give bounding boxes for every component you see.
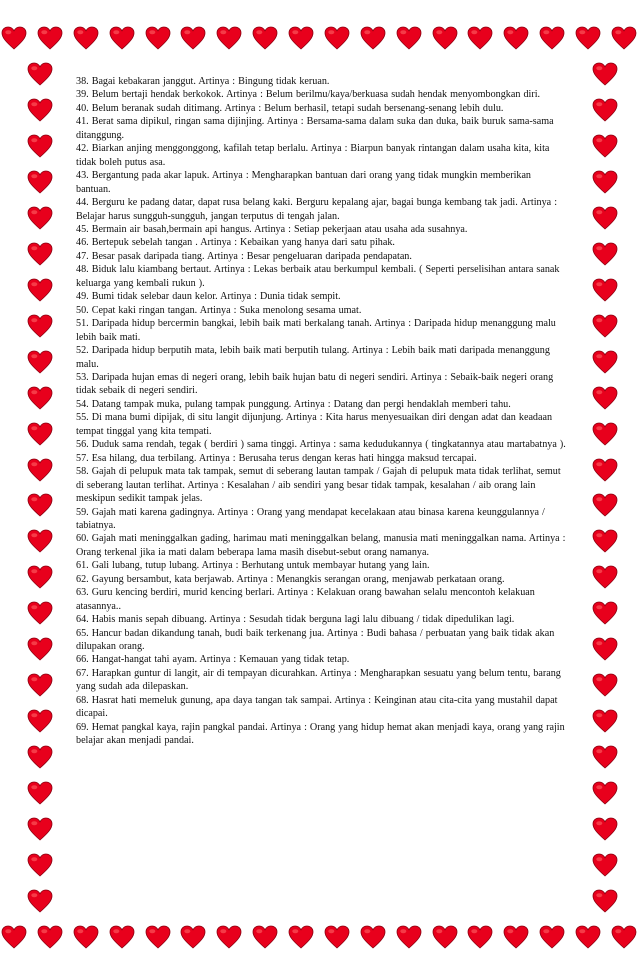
heart-icon [37,26,63,50]
heart-icon [324,26,350,50]
heart-icon [252,925,278,949]
heart-icon [27,170,53,194]
heart-icon [539,26,565,50]
heart-icon [180,925,206,949]
heart-icon [216,925,242,949]
proverb-entry: 66. Hangat-hangat tahi ayam. Artinya : Kemauan yang tidak tetap. [76,654,350,666]
proverb-entry: 48. Biduk lalu kiambang bertaut. Artinya : Lekas berbaik atau berkumpul kembali. ( Seperti perselisihan antara sanak keluarga yang kembali rukun ). [76,264,560,289]
heart-icon [592,170,618,194]
proverb-entry: 67. Harapkan guntur di langit, air di tempayan dicurahkan. Artinya : Mengharapkan sesuatu yang belum tentu, barang yang sudah ada dilepaskan. [76,667,561,693]
proverb-entry: 45. Bermain air basah,bermain api hangus. Artinya : Setiap pekerjaan atau usaha ada susahnya. [76,223,468,235]
heart-icon [592,817,618,841]
heart-icon [288,925,314,949]
heart-icon [396,26,422,50]
heart-icon [27,493,53,517]
heart-icon [592,853,618,877]
heart-icon [109,925,135,949]
heart-icon [288,26,314,50]
heart-icon [27,529,53,553]
heart-icon [27,134,53,158]
proverb-entry: 65. Hancur badan dikandung tanah, budi baik terkenang jua. Artinya : Budi bahasa / perbuatan yang baik tidak akan dilupakan orang. [76,627,555,653]
heart-icon [432,26,458,50]
proverb-entry: 63. Guru kencing berdiri, murid kencing berlari. Artinya : Kelakuan orang bawahan selalu mencontoh kelakuan atasannya.. [76,587,535,612]
proverb-entry: 43. Bergantung pada akar lapuk. Artinya : Mengharapkan bantuan dari orang yang tidak mungkin memberikan bantuan. [76,170,531,195]
heart-icon [252,26,278,50]
proverb-entry: 44. Berguru ke padang datar, dapat rusa belang kaki. Berguru kepalang ajar, bagai bunga kembang tak jadi. Artinya : Belajar harus sungguh-sungguh, jangan terputus di tengah jalan. [76,197,558,222]
heart-icon [592,601,618,625]
heart-icon [396,925,422,949]
heart-icon [592,565,618,589]
proverb-entry: 50. Cepat kaki ringan tangan. Artinya : Suka menolong sesama umat. [76,304,362,316]
proverb-entry: 64. Habis manis sepah dibuang. Artinya : Sesudah tidak berguna lagi lalu dibuang / tidak dipedulikan lagi. [76,614,515,626]
heart-icon [592,134,618,158]
heart-icon [467,925,493,949]
heart-icon [503,26,529,50]
heart-icon [592,529,618,553]
proverb-entry: 41. Berat sama dipikul, ringan sama dijinjing. Artinya : Bersama-sama dalam suka dan duka, baik buruk sama-sama ditanggung. [76,116,554,141]
heart-icon [27,745,53,769]
proverb-entry: 59. Gajah mati karena gadingnya. Artinya : Orang yang mendapat kecelakaan atau binasa karena keunggulannya / tabiatnya. [76,506,545,531]
proverb-entry: 46. Bertepuk sebelah tangan . Artinya : Kebaikan yang hanya dari satu pihak. [76,237,395,249]
heart-icon [592,781,618,805]
proverb-entry: 40. Belum beranak sudah ditimang. Artinya : Belum berhasil, tetapi sudah bersenang-senang lebih dulu. [76,102,504,114]
heart-icon [432,925,458,949]
proverb-entry: 69. Hemat pangkal kaya, rajin pangkal pandai. Artinya : Orang yang hidup hemat akan menjadi kaya, orang yang rajin belajar akan menjadi pandai. [76,721,565,747]
heart-icon [145,26,171,50]
heart-icon [575,925,601,949]
heart-icon [539,925,565,949]
proverb-entry: 53. Daripada hujan emas di negeri orang, lebih baik hujan batu di negeri sendiri. Artinya : Sebaik-baik negeri orang tidak sebaik di negeri sendiri. [76,371,554,397]
heart-icon [27,98,53,122]
proverb-entry: 49. Bumi tidak selebar daun kelor. Artinya : Dunia tidak sempit. [76,291,341,303]
heart-icon [1,925,27,949]
heart-icon [360,925,386,949]
heart-icon [592,242,618,266]
heart-icon [360,26,386,50]
heart-icon [145,925,171,949]
heart-icon [592,62,618,86]
heart-icon [592,386,618,410]
proverb-entry: 62. Gayung bersambut, kata berjawab. Artinya : Menangkis serangan orang, menjawab perkataan orang. [76,573,505,585]
heart-icon [27,709,53,733]
heart-icon [592,458,618,482]
heart-icon [324,925,350,949]
proverb-entry: 58. Gajah di pelupuk mata tak tampak, semut di seberang lautan tampak / Gajah di pelupuk mata tidak terlihat, semut di seberang lautan terlihat. Artinya : Kesalahan / aib sendiri yang besar tidak tampak, kesalahan / aib orang lain meskipun sedikit tampak jelas. [76,466,561,505]
proverb-entry: 60. Gajah mati meninggalkan gading, harimau mati meninggalkan belang, manusia mati meninggalkan nama. Artinya : Orang terkenal jika ia mati dalam beberapa lama masih disebut-sebut orang namanya. [76,533,566,558]
heart-icon [592,350,618,374]
proverb-entry: 47. Besar pasak daripada tiang. Artinya : Besar pengeluaran daripada pendapatan. [76,250,412,262]
heart-icon [27,206,53,230]
proverb-entry: 52. Daripada hidup berputih mata, lebih baik mati berputih tulang. Artinya : Lebih baik mati daripada menanggung malu. [76,345,550,370]
heart-icon [27,242,53,266]
proverb-entry: 42. Biarkan anjing menggonggong, kafilah tetap berlalu. Artinya : Biarpun banyak rintangan dalam usaha kita, kita tidak boleh putus asa. [76,143,550,168]
heart-icon [27,565,53,589]
heart-icon [27,62,53,86]
heart-icon [592,278,618,302]
heart-icon [592,709,618,733]
heart-icon [1,26,27,50]
heart-icon [37,925,63,949]
heart-icon [216,26,242,50]
heart-icon [27,314,53,338]
heart-icon [592,889,618,913]
heart-icon [27,422,53,446]
proverb-entry: 61. Gali lubang, tutup lubang. Artinya : Berhutang untuk membayar hutang yang lain. [76,560,430,572]
heart-icon [27,278,53,302]
heart-icon [592,745,618,769]
heart-icon [592,637,618,661]
proverb-entry: 39. Belum bertaji hendak berkokok. Artinya : Belum berilmu/kaya/berkuasa sudah hendak menyombongkan diri. [76,89,541,101]
proverb-list [76,75,568,748]
heart-icon [27,889,53,913]
heart-icon [180,26,206,50]
proverb-entry: 57. Esa hilang, dua terbilang. Artinya : Berusaha terus dengan keras hati hingga maksud tercapai. [76,452,477,464]
heart-icon [575,26,601,50]
heart-icon [592,673,618,697]
proverb-entry: 55. Di mana bumi dipijak, di situ langit dijunjung. Artinya : Kita harus menyesuaikan diri dengan adat dan keadaan tempat tinggal yang kita tempati. [76,412,553,437]
proverb-entry: 51. Daripada hidup bercermin bangkai, lebih baik mati berkalang tanah. Artinya : Daripada hidup menanggung malu lebih baik mati. [76,318,556,343]
heart-icon [592,493,618,517]
heart-icon [592,206,618,230]
heart-icon [592,98,618,122]
proverb-entry: 38. Bagai kebakaran janggut. Artinya : Bingung tidak keruan. [76,76,330,87]
heart-icon [592,314,618,338]
heart-icon [73,925,99,949]
heart-icon [467,26,493,50]
heart-icon [27,673,53,697]
heart-icon [611,925,637,949]
heart-icon [27,817,53,841]
heart-icon [27,386,53,410]
heart-icon [109,26,135,50]
heart-icon [27,458,53,482]
heart-icon [73,26,99,50]
heart-icon [611,26,637,50]
heart-icon [503,925,529,949]
heart-icon [27,637,53,661]
heart-icon [27,781,53,805]
proverb-entry: 56. Duduk sama rendah, tegak ( berdiri ) sama tinggi. Artinya : sama kedudukannya ( tingkatannya atau martabatnya ). [76,439,566,451]
heart-icon [27,601,53,625]
heart-icon [27,853,53,877]
proverb-entry: 54. Datang tampak muka, pulang tampak punggung. Artinya : Datang dan pergi hendaklah memberi tahu. [76,398,511,410]
proverb-entry: 68. Hasrat hati memeluk gunung, apa daya tangan tak sampai. Artinya : Keinginan atau cita-cita yang mustahil dapat dicapai. [76,694,558,720]
heart-icon [592,422,618,446]
heart-icon [27,350,53,374]
